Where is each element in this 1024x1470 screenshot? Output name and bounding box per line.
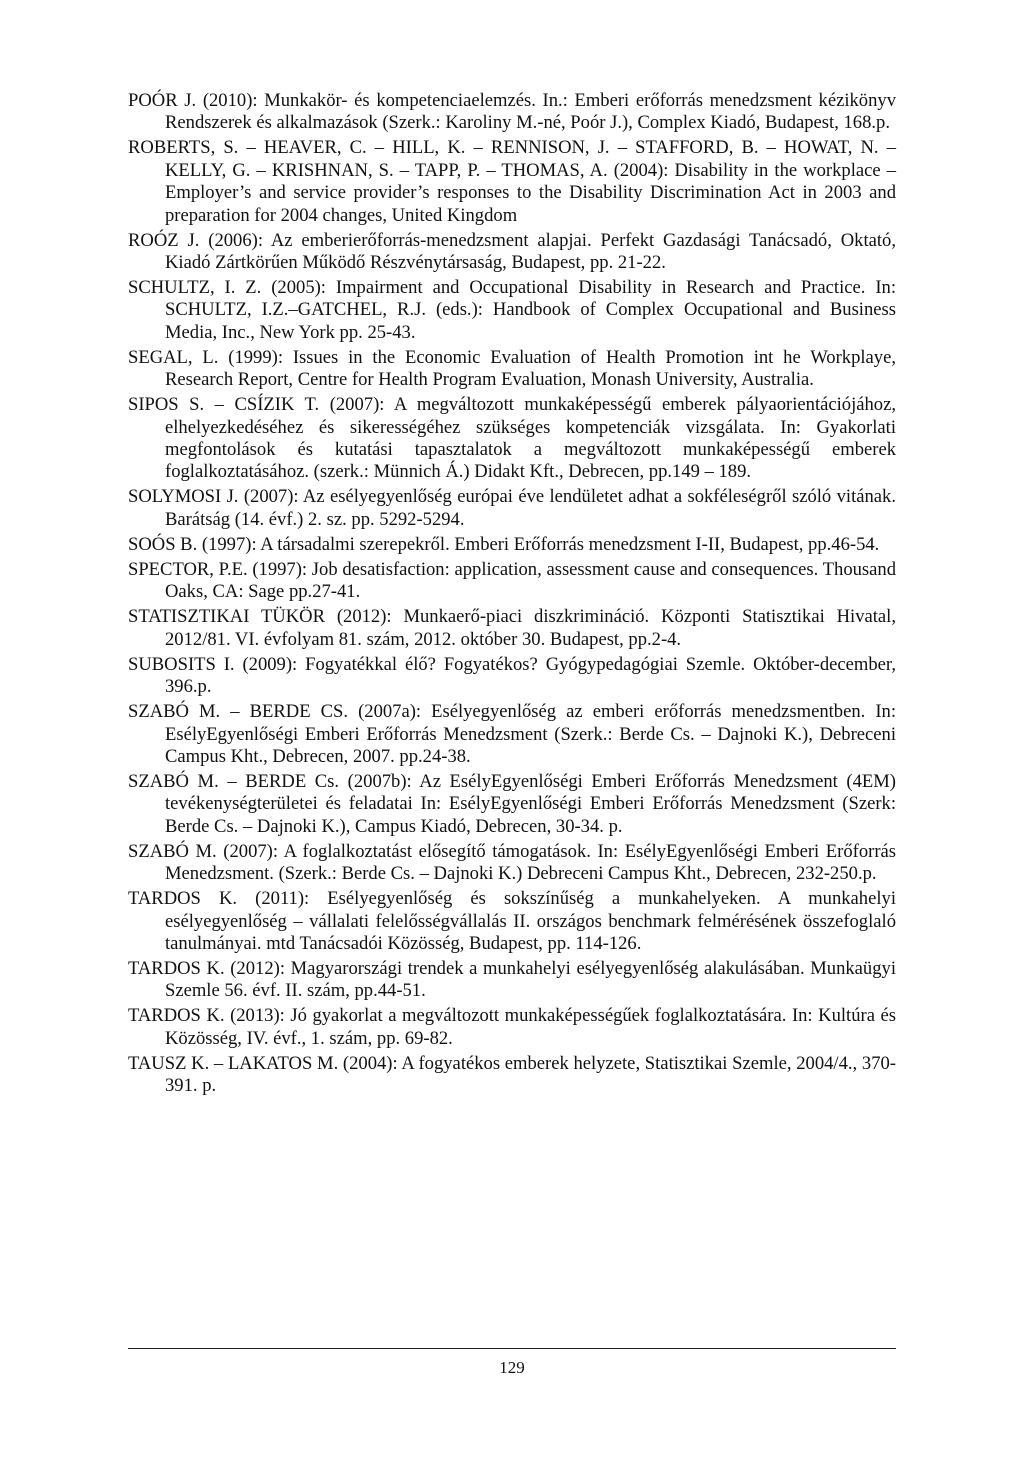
footer-divider: [128, 1348, 896, 1349]
reference-item: TAUSZ K. – LAKATOS M. (2004): A fogyatékos emberek helyzete, Statisztikai Szemle, 2004/4., 370-391. p.: [128, 1052, 896, 1097]
page-content: [128, 90, 896, 1100]
reference-item: ROBERTS, S. – HEAVER, C. – HILL, K. – RENNISON, J. – STAFFORD, B. – HOWAT, N. – KELLY, G. – KRISHNAN, S. – TAPP, P. – THOMAS, A. (2004): Disability in the workplace – Employer’s and service provider’s responses to the Disability Discrimination Act in 2003 and preparation for 2004 changes, United Kingdom: [128, 137, 896, 226]
reference-item: TARDOS K. (2012): Magyarországi trendek a munkahelyi esélyegyenlőség alakulásában. Munkaügyi Szemle 56. évf. II. szám, pp.44-51.: [128, 957, 896, 1002]
reference-item: ROÓZ J. (2006): Az emberierőforrás-menedzsment alapjai. Perfekt Gazdasági Tanácsadó, Oktató, Kiadó Zártkörűen Működő Részvénytársaság, Budapest, pp. 21-22.: [128, 229, 896, 274]
page-number: 129: [499, 1358, 525, 1377]
reference-item: TARDOS K. (2011): Esélyegyenlőség és sokszínűség a munkahelyeken. A munkahelyi esélyegyenlőség – vállalati felelősségvállalás II. országos benchmark felmérésének összefoglaló tanulmányai. mtd Tanácsadói Közösség, Budapest, pp. 114-126.: [128, 888, 896, 954]
reference-item: SZABÓ M. – BERDE CS. (2007a): Esélyegyenlőség az emberi erőforrás menedzsmentben. In: EsélyEgyenlőségi Emberi Erőforrás Menedzsment (Szerk.: Berde Cs. – Dajnoki K.), Debreceni Campus Kht., Debrecen, 2007. pp.24-38.: [128, 701, 896, 767]
reference-item: SZABÓ M. (2007): A foglalkoztatást elősegítő támogatások. In: EsélyEgyenlőségi Emberi Erőforrás Menedzsment. (Szerk.: Berde Cs. – Dajnoki K.) Debreceni Campus Kht., Debrecen, 232-250.p.: [128, 840, 896, 885]
reference-list: [128, 90, 896, 1098]
reference-item: SOÓS B. (1997): A társadalmi szerepekről. Emberi Erőforrás menedzsment I-II, Budapest, pp.46-54.: [128, 533, 880, 555]
reference-item: SOLYMOSI J. (2007): Az esélyegyenlőség európai éve lendületet adhat a sokféleségről szóló vitának. Barátság (14. évf.) 2. sz. pp. 5292-5294.: [128, 486, 896, 530]
reference-item: SUBOSITS I. (2009): Fogyatékkal élő? Fogyatékos? Gyógypedagógiai Szemle. Október-december, 396.p.: [128, 653, 896, 698]
reference-item: SEGAL, L. (1999): Issues in the Economic Evaluation of Health Promotion int he Workplaye, Research Report, Centre for Health Program Evaluation, Monash University, Australia.: [128, 346, 896, 391]
reference-item: STATISZTIKAI TÜKÖR (2012): Munkaerő-piaci diszkrimináció. Központi Statisztikai Hivatal, 2012/81. VI. évfolyam 81. szám, 2012. október 30. Budapest, pp.2-4.: [128, 606, 896, 650]
reference-item: TARDOS K. (2013): Jó gyakorlat a megváltozott munkaképességűek foglalkoztatására. In: Kultúra és Közösség, IV. évf., 1. szám, pp. 69-82.: [128, 1005, 896, 1049]
reference-item: SPECTOR, P.E. (1997): Job desatisfaction: application, assessment cause and consequences. Thousand Oaks, CA: Sage pp.27-41.: [128, 558, 896, 603]
reference-item: SCHULTZ, I. Z. (2005): Impairment and Occupational Disability in Research and Practice. In: SCHULTZ, I.Z.–GATCHEL, R.J. (eds.): Handbook of Complex Occupational and Business Media, Inc., New York pp. 25-43.: [128, 277, 896, 343]
reference-item: POÓR J. (2010): Munkakör- és kompetenciaelemzés. In.: Emberi erőforrás menedzsment kézikönyv Rendszerek és alkalmazások (Szerk.: Karoliny M.-né, Poór J.), Complex Kiadó, Budapest, 168.p.: [128, 90, 896, 134]
reference-item: SIPOS S. – CSÍZIK T. (2007): A megváltozott munkaképességű emberek pályaorientációjához, elhelyezkedéséhez és sikerességéhez szükséges kompetenciák vizsgálata. In: Gyakorlati megfontolások és kutatási tapasztalatok a megváltozott munkaképességű emberek foglalkoztatásához. (szerk.: Münnich Á.) Didakt Kft., Debrecen, pp.149 – 189.: [128, 394, 896, 483]
reference-item: SZABÓ M. – BERDE Cs. (2007b): Az EsélyEgyenlőségi Emberi Erőforrás Menedzsment (4EM) tevékenységterületei és feladatai In: EsélyEgyenlőségi Emberi Erőforrás Menedzsment (Szerk: Berde Cs. – Dajnoki K.), Campus Kiadó, Debrecen, 30-34. p.: [128, 770, 896, 837]
